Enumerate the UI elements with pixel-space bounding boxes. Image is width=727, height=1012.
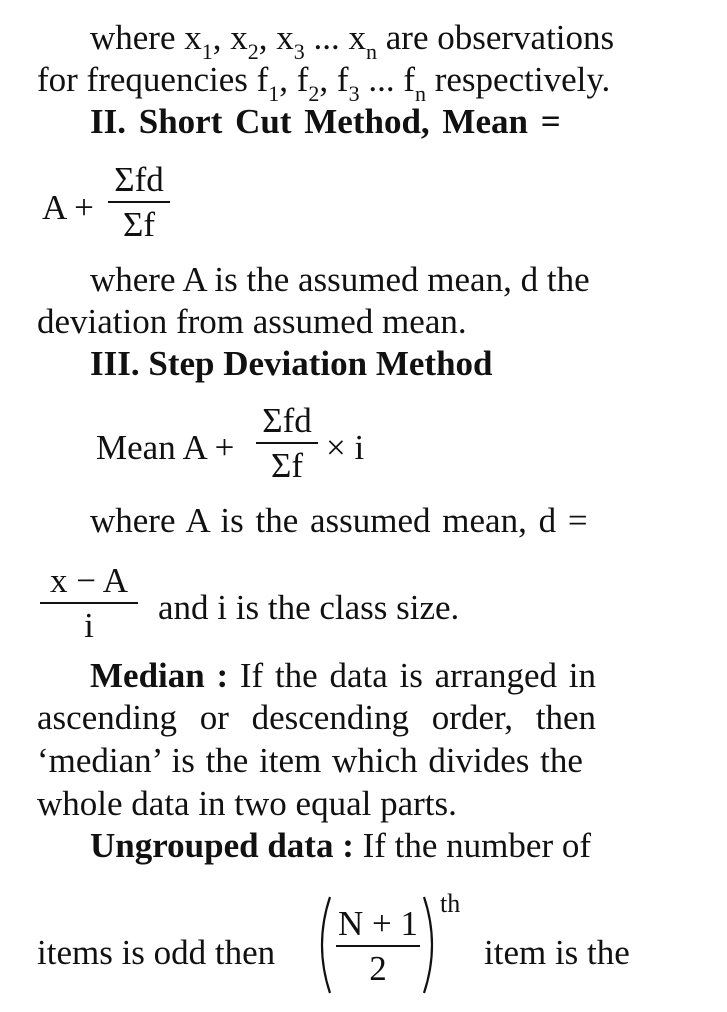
- fraction-numerator: N + 1: [337, 904, 418, 943]
- median-line4: whole data in two equal parts.: [37, 784, 457, 823]
- class-size-text: and i is the class size.: [158, 588, 460, 627]
- fraction-numerator: Σfd: [114, 160, 164, 199]
- median-line1: Median : If the data is arranged in: [90, 656, 596, 695]
- item-is-the-text: item is the: [484, 933, 630, 972]
- median-line3: ‘median’ is the item which divides the: [37, 741, 583, 780]
- short-cut-text-line2: deviation from assumed mean.: [37, 302, 467, 341]
- short-cut-heading: II. Short Cut Method, Mean =: [90, 102, 561, 141]
- ungrouped-line1: Ungrouped data : If the number of: [90, 826, 591, 865]
- short-cut-text-line1: where A is the assumed mean, d the: [90, 260, 590, 299]
- step-deviation-suffix: × i: [326, 428, 365, 467]
- median-line2: ascending or descending order, then: [37, 698, 597, 737]
- fraction-numerator: Σfd: [262, 401, 312, 440]
- th-superscript: th: [440, 889, 461, 918]
- ungrouped-label: Ungrouped data :: [90, 826, 354, 865]
- step-deviation-prefix: Mean A +: [96, 428, 235, 467]
- step-deviation-fraction: [256, 403, 318, 483]
- fraction-denominator: 2: [369, 949, 387, 988]
- step-deviation-heading: III. Step Deviation Method: [90, 344, 493, 383]
- step-deviation-text-line1: where A is the assumed mean, d =: [90, 501, 588, 540]
- fraction-bar: [256, 442, 318, 444]
- fraction-bar: [336, 945, 420, 947]
- short-cut-prefix: A +: [42, 188, 94, 227]
- median-label: Median :: [90, 656, 229, 695]
- d-fraction: [40, 563, 138, 643]
- frequencies-line: for frequencies $f_1$, $f_2$, $f_3$ ... $f_n$ respectively.: [37, 60, 611, 106]
- odd-items-text: items is odd then: [37, 933, 276, 972]
- fraction-numerator: x − A: [49, 561, 129, 600]
- fraction-bar: [40, 602, 138, 604]
- median-fraction: [336, 906, 420, 986]
- fraction-denominator: i: [84, 606, 94, 645]
- fraction-denominator: Σf: [270, 446, 304, 485]
- fraction-bar: [108, 201, 170, 203]
- short-cut-fraction: [108, 162, 170, 242]
- observations-line: where $x_1$, $x_2$, $x_3$ ... $x_n$ are observations: [90, 18, 615, 64]
- fraction-denominator: Σf: [122, 205, 156, 244]
